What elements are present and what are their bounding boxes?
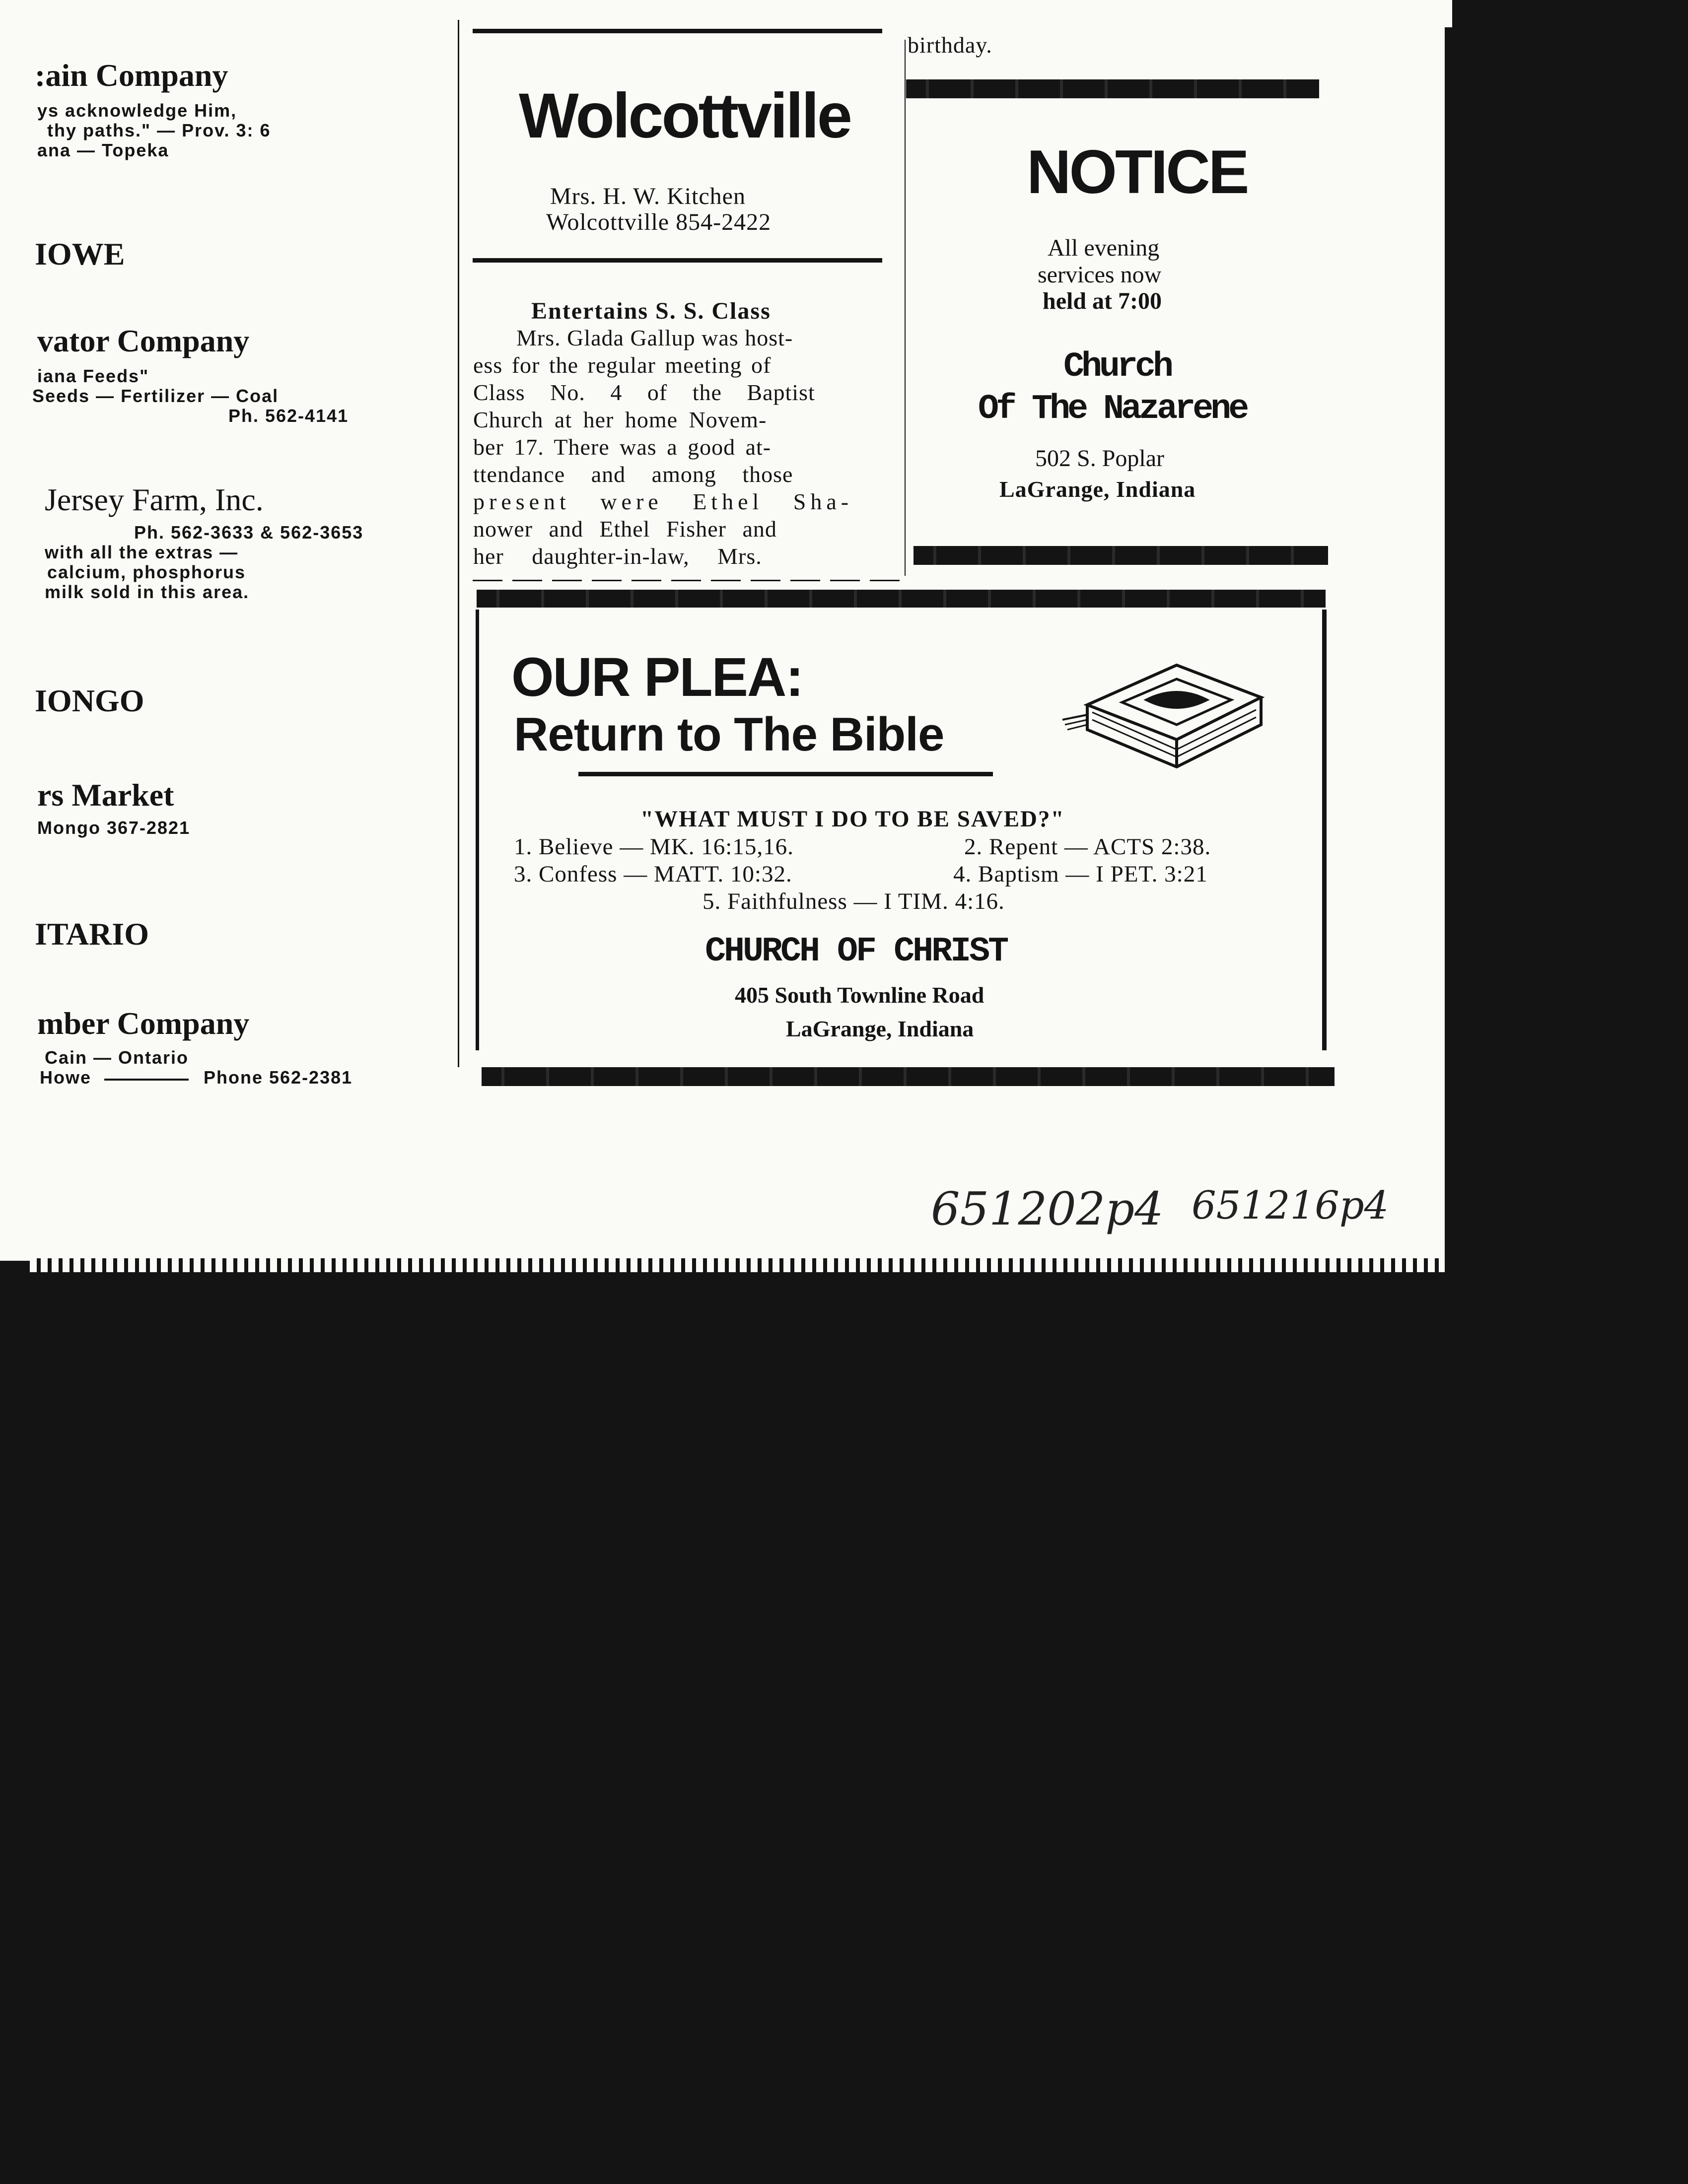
town-heading: IONGO [35,683,144,718]
correspondent-name: Mrs. H. W. Kitchen [550,183,746,209]
plea-city: LaGrange, Indiana [786,1016,974,1041]
notice-church: Church [1063,347,1171,387]
plea-question: "WHAT MUST I DO TO BE SAVED?" [640,806,1065,832]
ad-line: calcium, phosphorus [47,562,246,582]
torn-edge [30,1258,1452,1272]
plea-address: 405 South Townline Road [735,982,985,1008]
notice-title: NOTICE [1027,138,1248,206]
top-rule [473,29,882,33]
ad-line: Mongo 367-2821 [37,818,191,838]
bible-icon [1053,650,1271,779]
column-divider [458,20,459,1067]
dash-rule [104,1079,189,1081]
notice-line: All evening [1048,235,1160,261]
town-heading: IOWE [35,236,125,272]
column-divider [905,40,906,576]
town-heading: ITARIO [35,916,149,952]
news-line: her daughter-in-law, Mrs. [473,544,762,569]
notice-time: held at 7:00 [1043,288,1162,314]
ad-line: Seeds — Fertilizer — Coal [32,386,279,406]
plea-step: 5. Faithfulness — I TIM. 4:16. [703,888,1005,914]
ad-line: Phone 562-2381 [204,1067,353,1088]
news-headline: Entertains S. S. Class [531,298,771,324]
notice-line: services now [1038,262,1162,288]
ad-jersey-farm: Jersey Farm, Inc. [45,482,264,517]
ad-line: iana Feeds" [37,366,149,386]
notice-address: 502 S. Poplar [1035,445,1165,472]
birthday-fragment: birthday. [908,32,992,58]
ad-grain-company: :ain Company [35,58,228,93]
ad-line: milk sold in this area. [45,582,250,602]
handwritten-note: 651202p4 [931,1182,1164,1235]
news-line: ttendance and among those [473,462,793,487]
ad-elevator-company: vator Company [37,323,250,358]
plea-underline [578,772,993,776]
plea-bottom-bar [482,1067,1335,1086]
correspondent-phone: Wolcottville 854-2422 [546,209,772,235]
section-title: Wolcottville [519,80,850,151]
ad-market: rs Market [37,777,174,813]
plea-left-border [476,610,479,1050]
notice-city: LaGrange, Indiana [999,477,1196,502]
plea-church: CHURCH OF CHRIST [705,932,1007,971]
ad-lumber-company: mber Company [37,1006,250,1041]
ad-line: ys acknowledge Him, [37,100,237,121]
plea-step: 3. Confess — MATT. 10:32. [514,861,792,887]
news-line: Church at her home Novem- [473,407,767,432]
plea-step: 1. Believe — MK. 16:15,16. [514,834,794,860]
news-line: ess for the regular meeting of [473,352,772,378]
news-line: nower and Ethel Fisher and [473,516,777,542]
plea-step: 2. Repent — ACTS 2:38. [964,834,1211,860]
notice-church-name: Of The Nazarene [978,390,1247,429]
handwritten-note: 651216p4 [1192,1183,1389,1228]
plea-title: OUR PLEA: [511,647,803,708]
header-rule [473,258,882,263]
news-line: ber 17. There was a good at- [473,434,772,460]
news-line: Class No. 4 of the Baptist [473,380,815,405]
plea-subtitle: Return to The Bible [514,708,944,761]
plea-top-bar [477,590,1326,608]
news-line: present were Ethel Sha- [473,489,853,514]
dashed-rule [473,580,900,581]
ad-line: Howe [40,1067,92,1088]
ad-line: Cain — Ontario [45,1047,189,1068]
scan-background [1445,27,1688,1273]
notice-top-bar [906,79,1319,98]
notice-bottom-bar [914,546,1328,565]
plea-step: 4. Baptism — I PET. 3:21 [953,861,1208,887]
plea-right-border [1322,610,1327,1050]
ad-line: Ph. 562-3633 & 562-3653 [134,522,364,543]
ad-line: thy paths." — Prov. 3: 6 [47,120,271,140]
ad-line: ana — Topeka [37,140,169,160]
news-line: Mrs. Glada Gallup was host- [516,325,793,350]
ad-line: with all the extras — [45,542,239,562]
ad-line: Ph. 562-4141 [228,406,349,426]
